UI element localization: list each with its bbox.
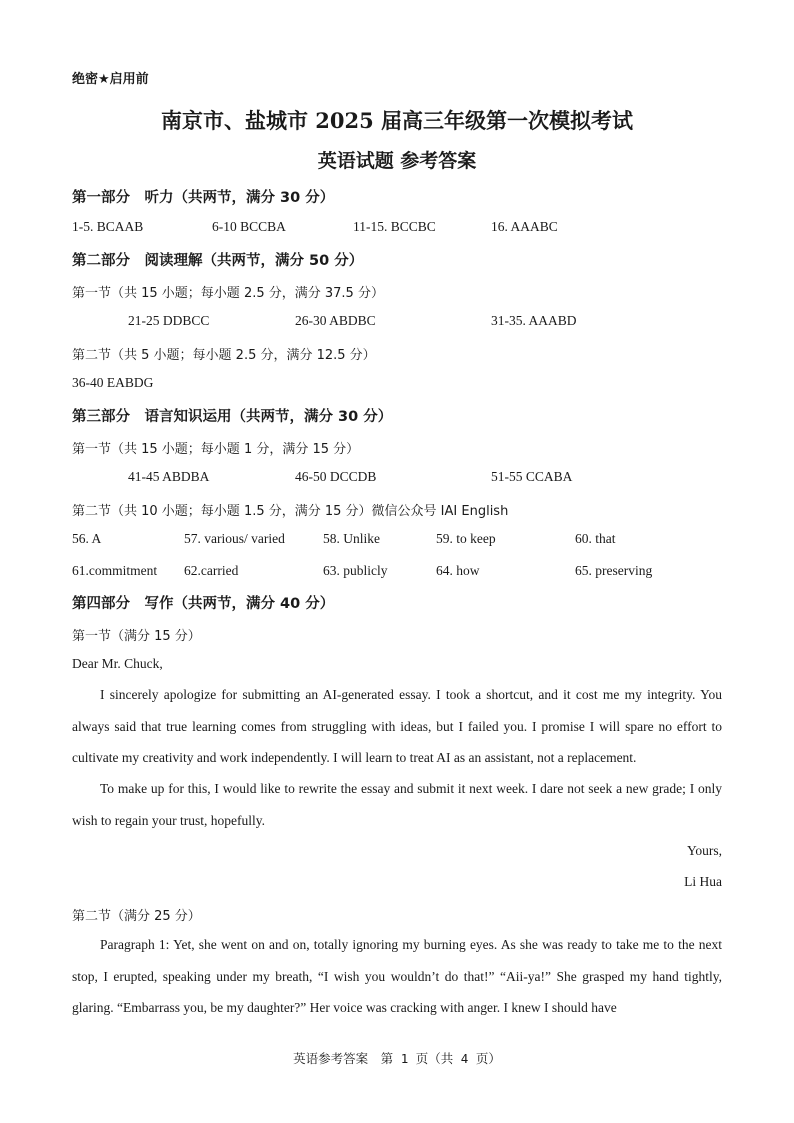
part3-heading: 第三部分 语言知识运用（共两节，满分 30 分）: [72, 409, 393, 425]
answer-item: 60. that: [575, 531, 616, 546]
answer-item: 6-10 BCCBA: [212, 219, 286, 234]
answer-item: 62.carried: [184, 563, 239, 578]
part1-heading: 第一部分 听力（共两节，满分 30 分）: [72, 190, 335, 206]
part4-heading: 第四部分 写作（共两节，满分 40 分）: [72, 596, 335, 612]
story-paragraph-1: Paragraph 1: Yet, she went on and on, totally ignoring my burning eyes. As she was ready to take me to the next stop, I erupted, speaking under my breath, “I wish you wouldn’t do that!” “Aii-ya!” She grasped my hand tightly, glaring. “Embarrass you, be my daughter?” Her voice was cracking with anger. I knew I should have: [72, 937, 722, 1015]
exam-title: 南京市、盐城市 2025 届高三年级第一次模拟考试: [160, 108, 634, 133]
answer-item: 56. A: [72, 531, 102, 546]
letter-closing: Yours,: [686, 843, 722, 858]
answer-item: 65. preserving: [575, 563, 653, 578]
answer-item: 31-35. AAABD: [491, 313, 577, 328]
part4-section2-label: 第二节（满分 25 分）: [72, 909, 201, 924]
part4-section1-label: 第一节（满分 15 分）: [72, 629, 201, 644]
exam-subtitle: 英语试题 参考答案: [317, 150, 477, 172]
answer-item: 61.commitment: [72, 563, 158, 578]
answer-item: 59. to keep: [436, 531, 496, 546]
answer-item: 64. how: [436, 563, 480, 578]
page-footer: 英语参考答案 第 1 页（共 4 页）: [293, 1051, 501, 1066]
letter-signature: Li Hua: [684, 874, 722, 889]
answer-item: 26-30 ABDBC: [295, 313, 376, 328]
letter-paragraph-1: I sincerely apologize for submitting an AI-generated essay. I took a shortcut, and it cost me my integrity. You always said that true learning comes from struggling with ideas, but I failed you. I promise I will spare no effort to cultivate my creativity and work independently. I will learn to treat AI as an assistant, not a replacement.: [72, 687, 722, 765]
part2-section2-label: 第二节（共 5 小题；每小题 2.5 分，满分 12.5 分）: [72, 348, 376, 363]
part2-section1-label: 第一节（共 15 小题；每小题 2.5 分，满分 37.5 分）: [72, 286, 384, 301]
answer-item: 58. Unlike: [323, 531, 380, 546]
answer-item: 11-15. BCCBC: [353, 219, 436, 234]
answer-item: 46-50 DCCDB: [295, 469, 377, 484]
letter-greeting: Dear Mr. Chuck,: [72, 656, 163, 671]
letter-paragraph-2: To make up for this, I would like to rewrite the essay and submit it next week. I dare not seek a new grade; I only wish to regain your trust, hopefully.: [72, 781, 722, 828]
confidential-mark: 绝密★启用前: [72, 72, 149, 87]
answer-item: 36-40 EABDG: [72, 375, 154, 390]
part3-section2-label: 第二节（共 10 小题；每小题 1.5 分，满分 15 分）微信公众号 IAI English: [72, 504, 509, 519]
answer-item: 21-25 DDBCC: [128, 313, 210, 328]
answer-item: 41-45 ABDBA: [128, 469, 210, 484]
answer-item: 16. AAABC: [491, 219, 558, 234]
answer-item: 63. publicly: [323, 563, 388, 578]
part3-section1-label: 第一节（共 15 小题；每小题 1 分，满分 15 分）: [72, 442, 360, 457]
answer-item: 51-55 CCABA: [491, 469, 573, 484]
answer-item: 57. various/ varied: [184, 531, 285, 546]
answer-item: 1-5. BCAAB: [72, 219, 144, 234]
part2-heading: 第二部分 阅读理解（共两节，满分 50 分）: [72, 253, 364, 269]
